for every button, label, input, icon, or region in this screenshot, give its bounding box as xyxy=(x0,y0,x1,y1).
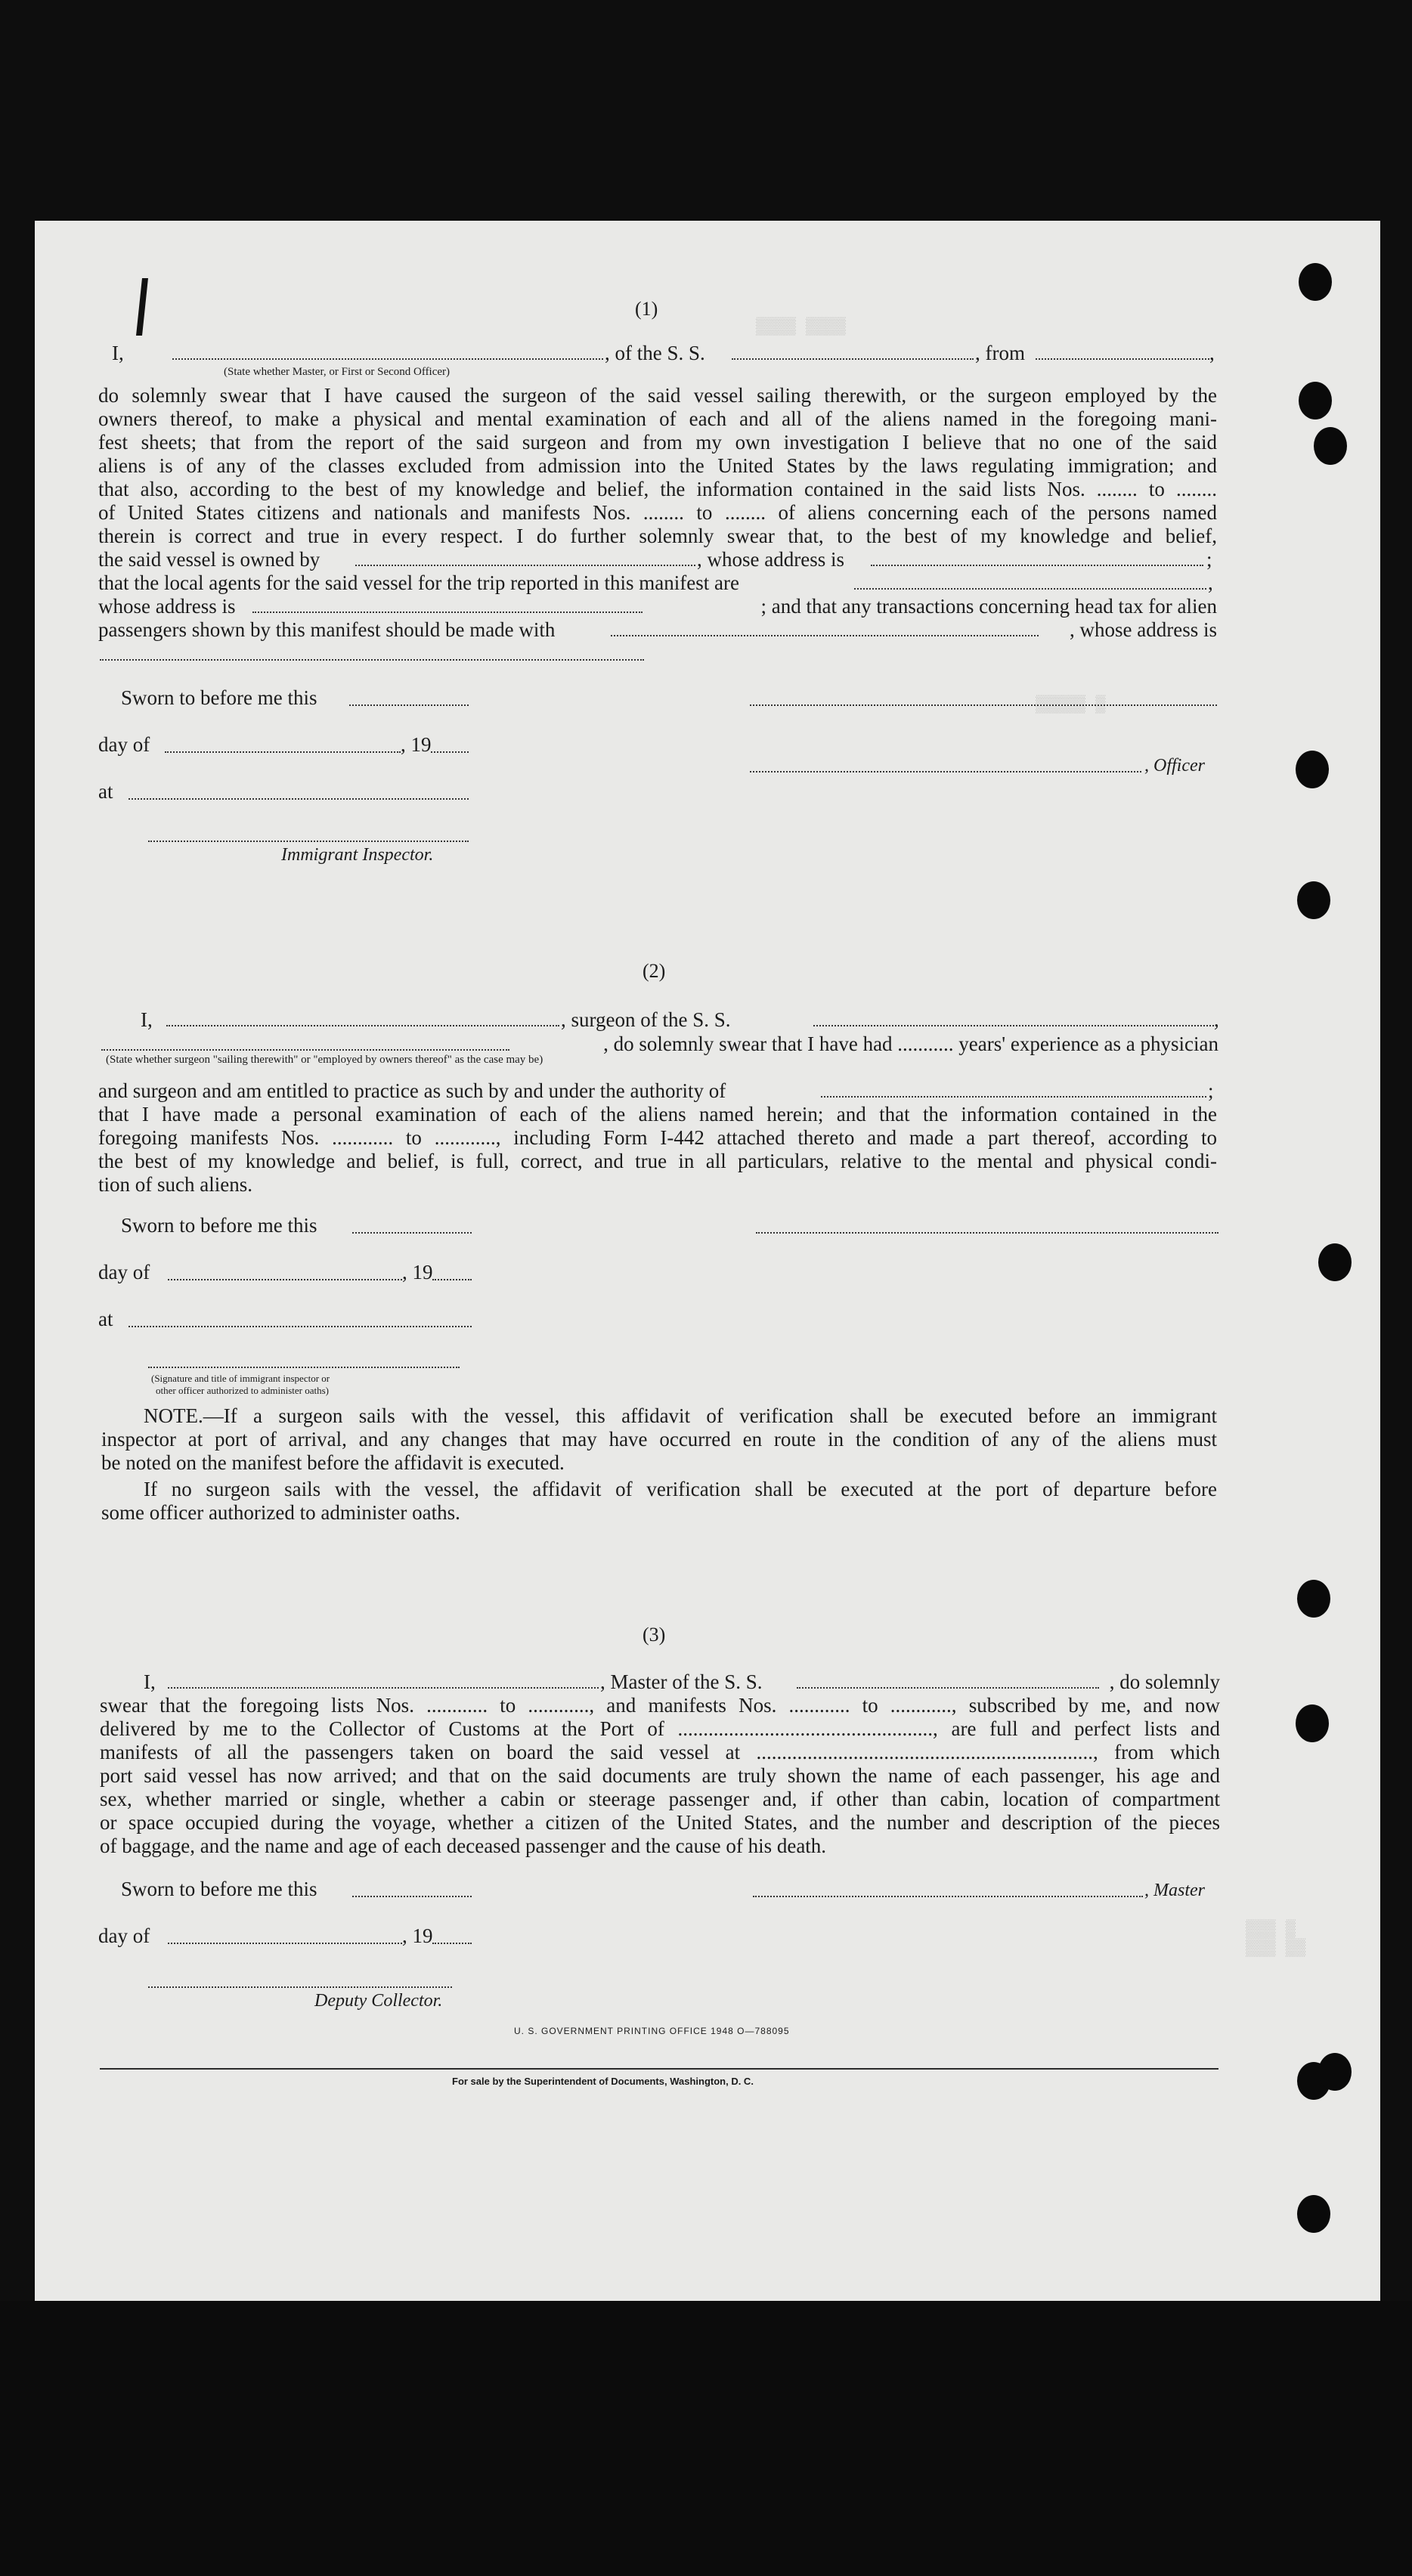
show-through: ▒▒▒▒ ▒▒▒▒ xyxy=(756,317,846,336)
owned-by-label: the said vessel is owned by xyxy=(98,548,320,571)
sworn-label-1: Sworn to before me this xyxy=(121,686,317,709)
year-field-2[interactable] xyxy=(432,1279,472,1280)
punch-hole xyxy=(1318,1243,1352,1281)
whose-address-label-3: , whose address is xyxy=(1070,618,1217,641)
for-sale-notice: For sale by the Superintendent of Documents, Washington, D. C. xyxy=(452,2076,754,2087)
body-line: sex, whether married or single, whether a cabin or steerage passenger and, if other than cabin, location of compartment xyxy=(100,1788,1220,1810)
at-field-2[interactable] xyxy=(129,1326,472,1327)
section1-comma: , xyxy=(1209,342,1215,364)
show-through: ▒▒▒ ▒ ▒▒▒ ▒▒ xyxy=(1246,1920,1306,1958)
head-tax-party-field[interactable] xyxy=(611,635,1039,636)
deputy-collector-label: Deputy Collector. xyxy=(314,1991,443,2011)
sworn-label-2: Sworn to before me this xyxy=(121,1214,317,1237)
section3-i: I, xyxy=(144,1670,156,1693)
do-solemnly-label: , do solemnly xyxy=(1109,1670,1220,1693)
section1-from: , from xyxy=(975,342,1025,364)
deputy-signature-field[interactable] xyxy=(148,1986,452,1988)
whose-address-label: , whose address is xyxy=(697,548,844,571)
section2-i: I, xyxy=(141,1008,153,1031)
day-of-label-1: day of xyxy=(98,733,150,756)
section1-of-ss: , of the S. S. xyxy=(605,342,705,364)
note-line: inspector at port of arrival, and any changes that may have occurred en route in the condition of any of the aliens must xyxy=(101,1428,1217,1451)
owner-address-field[interactable] xyxy=(871,565,1203,566)
punch-hole xyxy=(1297,881,1330,919)
punch-hole xyxy=(1318,2053,1352,2091)
sworn-day-field-2[interactable] xyxy=(352,1232,472,1234)
body-line: tion of such aliens. xyxy=(98,1173,252,1196)
punch-hole xyxy=(1299,263,1332,301)
body-line: fest sheets; that from the report of the said surgeon and from my own investigation I believe that no one of the said xyxy=(98,431,1217,454)
master-of-label: , Master of the S. S. xyxy=(600,1670,763,1693)
body-line: do solemnly swear that I have caused the surgeon of the said vessel sailing therewith, or the surgeon employed by the xyxy=(98,384,1217,407)
surgeon-status-field[interactable] xyxy=(101,1049,509,1051)
day-of-field-2[interactable] xyxy=(168,1279,402,1280)
note-line: some officer authorized to administer oaths. xyxy=(101,1501,460,1524)
master-signature-field[interactable] xyxy=(753,1896,1143,1897)
body-line: or space occupied during the voyage, whether a citizen of the United States, and the number and description of the pieces xyxy=(100,1811,1220,1834)
officer-label: , Officer xyxy=(1144,756,1205,776)
body-line: port said vessel has now arrived; and that on the said documents are truly shown the name of each passenger, his age and xyxy=(100,1764,1220,1787)
surgeon-note xyxy=(101,1404,1217,1525)
day-of-label-2: day of xyxy=(98,1261,150,1283)
gpo-imprint: U. S. GOVERNMENT PRINTING OFFICE 1948 O—788095 xyxy=(514,2026,790,2036)
local-agents-field[interactable] xyxy=(854,588,1206,590)
signature-note-1: (Signature and title of immigrant inspector or xyxy=(151,1373,330,1384)
year-field-1[interactable] xyxy=(431,751,469,753)
owner-field[interactable] xyxy=(355,565,695,566)
semicolon: ; xyxy=(1206,548,1212,571)
agents-address-field[interactable] xyxy=(252,611,643,613)
sworn-day-field-1[interactable] xyxy=(349,704,469,706)
section1-i: I, xyxy=(112,342,124,364)
body-line: therein is correct and true in every respect. I do further solemnly swear that, to the best of my knowledge and belief, xyxy=(98,525,1217,547)
body-line: swear that the foregoing lists Nos. ............ to ............, and manifests Nos. ............ to ............, subscribed by me, and now xyxy=(100,1694,1220,1717)
at-label-1: at xyxy=(98,780,113,803)
body-line: aliens is of any of the classes excluded from admission into the United States by the laws regulating immigration; and xyxy=(98,454,1217,477)
officer-signature-field[interactable] xyxy=(750,771,1141,772)
note-line: NOTE.—If a surgeon sails with the vessel, this affidavit of verification shall be executed before an immigrant xyxy=(144,1404,1217,1427)
comma: , xyxy=(1208,571,1213,594)
surgeon-of-label: , surgeon of the S. S. xyxy=(561,1008,731,1031)
note-line: be noted on the manifest before the affidavit is executed. xyxy=(101,1451,565,1474)
punch-hole xyxy=(1297,2195,1330,2233)
section1-body xyxy=(98,384,1217,548)
surgeon-vessel-field[interactable] xyxy=(813,1025,1214,1026)
inspector-signature-field[interactable] xyxy=(148,841,469,842)
year-label-3: , 19 xyxy=(402,1924,433,1947)
footer-rule xyxy=(100,2068,1218,2070)
semicolon: ; xyxy=(1208,1079,1214,1102)
year-field-3[interactable] xyxy=(432,1943,472,1944)
section-number-2: (2) xyxy=(643,960,666,982)
master-vessel-field[interactable] xyxy=(797,1687,1099,1689)
show-through: ▒▒▒▒▒ ▒ xyxy=(1036,695,1106,714)
day-of-field-1[interactable] xyxy=(165,751,401,753)
head-tax-address-field[interactable] xyxy=(100,659,644,661)
year-label-1: , 19 xyxy=(401,733,432,756)
immigrant-inspector-label: Immigrant Inspector. xyxy=(281,845,434,865)
local-agents-label: that the local agents for the said vessel for the trip reported in this manifest are xyxy=(98,571,739,594)
at-label-2: at xyxy=(98,1308,113,1330)
body-line: delivered by me to the Collector of Customs at the Port of .................................................., are full and perfect lists and xyxy=(100,1717,1220,1740)
whose-address-label-2: whose address is xyxy=(98,595,236,618)
comma: , xyxy=(1214,1008,1219,1031)
body-line: of United States citizens and nationals and manifests Nos. ........ to ........ of aliens concerning each of the persons named xyxy=(98,501,1217,524)
authority-label: and surgeon and am entitled to practice as such by and under the authority of xyxy=(98,1079,726,1102)
punch-hole xyxy=(1297,1580,1330,1618)
inspector-signature-field-2[interactable] xyxy=(148,1367,460,1368)
at-field-1[interactable] xyxy=(129,798,469,800)
note-line: If no surgeon sails with the vessel, the affidavit of verification shall be executed at the port of departure before xyxy=(144,1478,1217,1500)
from-port-field[interactable] xyxy=(1036,358,1209,360)
body-line: manifests of all the passengers taken on board the said vessel at .................................................................., from which xyxy=(100,1741,1220,1763)
section2-body xyxy=(98,1103,1217,1197)
transactions-text: ; and that any transactions concerning head tax for alien xyxy=(760,595,1217,618)
body-line: of baggage, and the name and age of each deceased passenger and the cause of his death. xyxy=(100,1834,827,1857)
years-experience-text: , do solemnly swear that I have had ........... years' experience as a physician xyxy=(603,1033,1218,1055)
officer-signature-field-top[interactable] xyxy=(750,704,1217,706)
surgeon-name-field[interactable] xyxy=(166,1025,559,1026)
section-number-1: (1) xyxy=(635,298,658,320)
year-label-2: , 19 xyxy=(402,1261,433,1283)
body-line: foregoing manifests Nos. ............ to ............, including Form I-442 attached thereto and made a part thereof, according to xyxy=(98,1126,1217,1149)
surgeon-signature-field[interactable] xyxy=(756,1232,1218,1234)
authority-field[interactable] xyxy=(821,1096,1206,1098)
body-line: that also, according to the best of my knowledge and belief, the information contained in the said lists Nos. ........ to ........ xyxy=(98,478,1217,500)
body-line: that I have made a personal examination of each of the aliens named herein; and that the information contained in the xyxy=(98,1103,1217,1125)
master-label: , Master xyxy=(1144,1881,1205,1900)
master-name-field[interactable] xyxy=(172,358,603,360)
day-of-field-3[interactable] xyxy=(168,1943,402,1944)
vessel-name-field[interactable] xyxy=(732,358,974,360)
sworn-day-field-3[interactable] xyxy=(352,1896,472,1897)
body-line: owners thereof, to make a physical and mental examination of each and all of the aliens named in the foregoing mani- xyxy=(98,407,1217,430)
surgeon-status-note: (State whether surgeon "sailing therewith" or "employed by owners thereof" as the case may be) xyxy=(106,1054,543,1066)
master-name-field-3[interactable] xyxy=(168,1687,599,1689)
section3-body xyxy=(100,1694,1220,1858)
punch-hole xyxy=(1299,382,1332,420)
punch-hole xyxy=(1296,751,1329,788)
passengers-label: passengers shown by this manifest should be made with xyxy=(98,618,556,641)
punch-hole xyxy=(1314,427,1347,465)
body-line: the best of my knowledge and belief, is full, correct, and true in all particulars, relative to the mental and physical condi- xyxy=(98,1150,1217,1172)
punch-hole xyxy=(1296,1704,1329,1742)
sworn-label-3: Sworn to before me this xyxy=(121,1878,317,1900)
state-whether-note: (State whether Master, or First or Second Officer) xyxy=(224,366,451,378)
film-border xyxy=(0,2301,1412,2576)
day-of-label-3: day of xyxy=(98,1924,150,1947)
section-number-3: (3) xyxy=(643,1624,666,1646)
signature-note-2: other officer authorized to administer oaths) xyxy=(156,1385,329,1396)
